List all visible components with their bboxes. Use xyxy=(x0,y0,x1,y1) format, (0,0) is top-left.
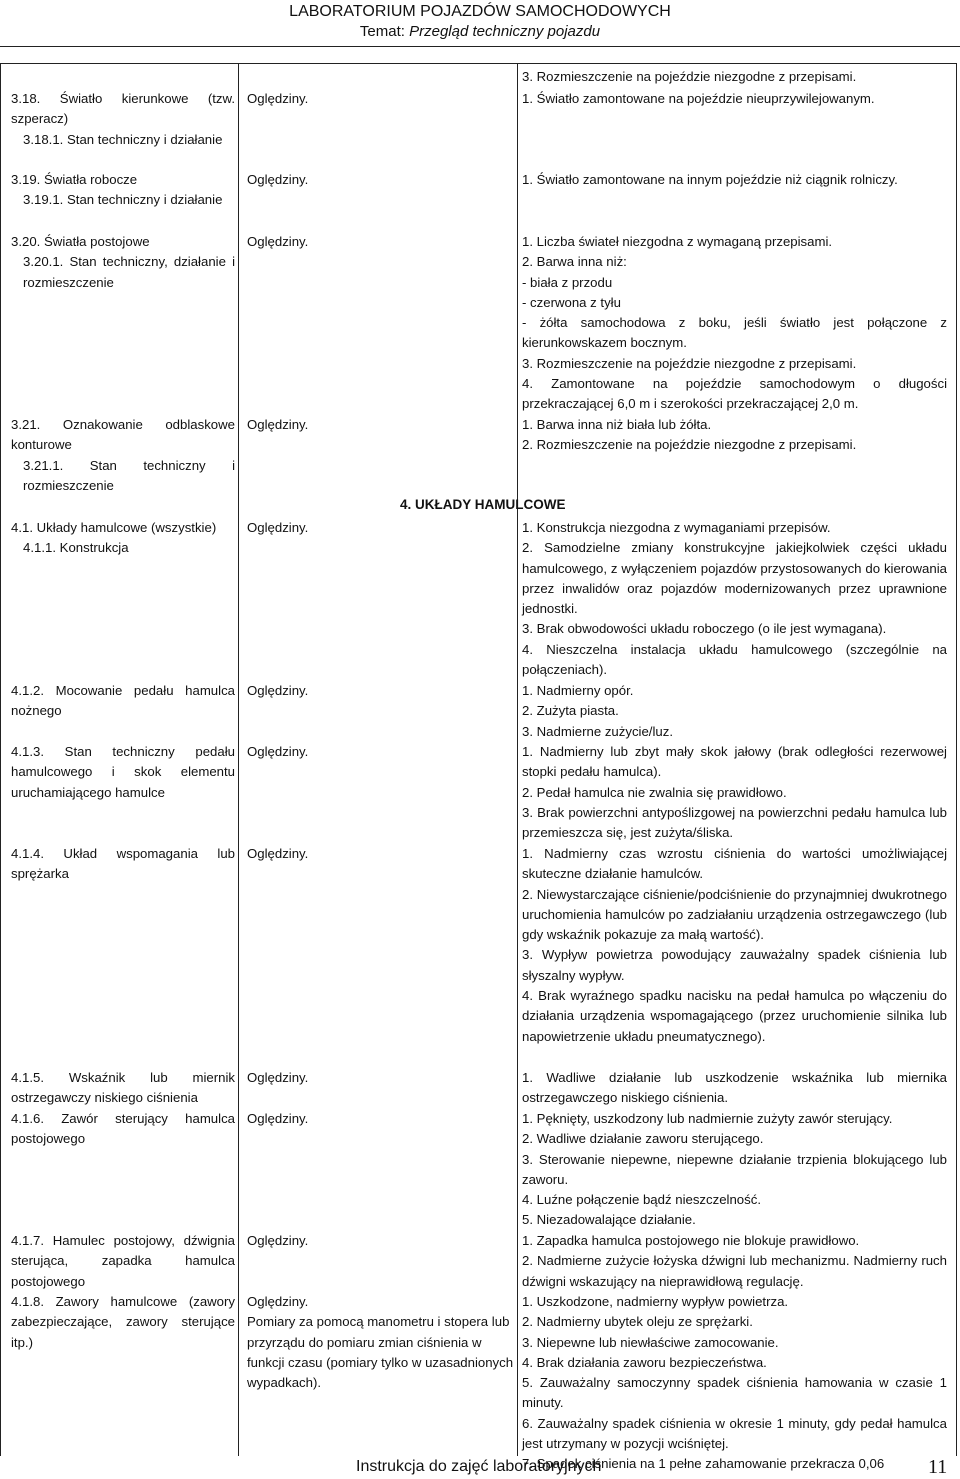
cell-defect: 1. Światło zamontowane na innym pojeździe niż ciągnik rolniczy. xyxy=(522,172,898,187)
cell-item: 3.20.1. Stan techniczny, działanie i rozmieszczenie xyxy=(23,254,235,290)
cell-defect: 1. Nadmierny czas wzrostu ciśnienia do wartości umożliwiającej skuteczne działanie hamulców. xyxy=(522,846,947,882)
cell-defect: 2. Barwa inna niż: xyxy=(522,254,627,270)
header-rule xyxy=(0,46,960,47)
cell-defect: 6. Zauważalny spadek ciśnienia w okresie 1 minuty, gdy pedał hamulca jest utrzymany w pozycji wciśniętej. xyxy=(522,1415,947,1452)
cell-method: Oględziny. xyxy=(247,520,309,535)
cell-item: 4.1.8. Zawory hamulcowe (zawory zabezpieczające, zawory sterujące itp.) xyxy=(11,1294,235,1350)
cell-defect: 5. Niezadowalające działanie. xyxy=(522,1212,696,1228)
column-divider-1 xyxy=(238,63,239,1456)
header-title: LABORATORIUM POJAZDÓW SAMOCHODOWYCH xyxy=(289,3,671,20)
cell-defect: 2. Zużyta piasta. xyxy=(522,703,619,719)
cell-defect: 2. Pedał hamulca nie zwalnia się prawidłowo. xyxy=(522,784,787,800)
cell-item: 3.19. Światła robocze xyxy=(11,172,138,187)
cell-item: 3.18. Światło kierunkowe (tzw. szperacz) xyxy=(11,91,235,127)
cell-defect: 1. Liczba świateł niezgodna z wymaganą przepisami. xyxy=(522,234,833,249)
cell-defect: 1. Nadmierny lub zbyt mały skok jałowy (brak odległości rezerwowej stopki pedału hamulca). xyxy=(522,744,947,780)
cell-defect: 1. Zapadka hamulca postojowego nie blokuje prawidłowo. xyxy=(522,1233,860,1248)
cell-method: Oględziny. xyxy=(247,683,309,698)
cell-defect: 3. Niepewne lub niewłaściwe zamocowanie. xyxy=(522,1334,779,1350)
cell-defect: 4. Brak działania zaworu bezpieczeństwa. xyxy=(522,1354,767,1370)
cell-defect: 1. Wadliwe działanie lub uszkodzenie wskaźnika lub miernika ostrzegawczego niskiego ciśnienia. xyxy=(522,1070,947,1106)
cell-item: 4.1.7. Hamulec postojowy, dźwignia sterująca, zapadka hamulca postojowego xyxy=(11,1233,235,1289)
cell-method: Oględziny. xyxy=(247,1294,309,1309)
cell-defect: 2. Nadmierne zużycie łożyska dźwigni lub mechanizmu. Nadmierny ruch dźwigni wskazujący na nieprawidłową regulację. xyxy=(522,1253,947,1289)
cell-item: 3.21. Oznakowanie odblaskowe konturowe xyxy=(11,417,235,453)
cell-defect: 4. Nieszczelna instalacja układu hamulcowego (szczególnie na połączeniach). xyxy=(522,641,947,678)
cell-item: 3.20. Światła postojowe xyxy=(11,234,150,249)
page-number: 11 xyxy=(928,1456,948,1478)
cell-item: 4.1.4. Układ wspomagania lub sprężarka xyxy=(11,846,235,882)
footer-text: Instrukcja do zajęć laboratoryjnych xyxy=(356,1458,602,1475)
column-divider-2 xyxy=(517,63,518,1456)
cell-defect: 1. Uszkodzone, nadmierny wypływ powietrza. xyxy=(522,1294,789,1309)
cell-defect: 2. Samodzielne zmiany konstrukcyjne jakiejkolwiek części układu hamulcowego, z wyłączeniem pojazdów przystosowanych do kierowania przez inwalidów oraz pojazdów modernizowanych przez uprawnione jednostki. xyxy=(522,540,947,617)
cell-item: 3.21.1. Stan techniczny i rozmieszczenie xyxy=(23,457,235,493)
cell-defect: - biała z przodu xyxy=(522,274,613,290)
cell-item: 4.1.5. Wskaźnik lub miernik ostrzegawczy niskiego ciśnienia xyxy=(11,1070,235,1106)
cell-defect: 2. Wadliwe działanie zaworu sterującego. xyxy=(522,1131,764,1147)
cell-defect: 3. Rozmieszczenie na pojeździe niezgodne z przepisami. xyxy=(522,355,857,371)
cell-method: Oględziny. xyxy=(247,1233,309,1248)
cell-defect: 1. Pęknięty, uszkodzony lub nadmiernie zużyty zawór sterujący. xyxy=(522,1111,893,1126)
cell-defect: 3. Wypływ powietrza powodujący zauważalny spadek ciśnienia lub słyszalny wypływ. xyxy=(522,947,947,983)
cell-method: Oględziny. xyxy=(247,91,309,106)
header-subtitle: Temat: Przegląd techniczny pojazdu xyxy=(359,23,601,40)
cell-item: 3.18.1. Stan techniczny i działanie xyxy=(23,131,223,147)
cell-defect: 1. Nadmierny opór. xyxy=(522,683,634,698)
cell-defect: 4. Luźne połączenie bądź nieszczelność. xyxy=(522,1192,761,1208)
cell-method: Oględziny. xyxy=(247,417,309,432)
cell-defect: 3. Brak powierzchni antypoślizgowej na powierzchni pedału hamulca lub przemieszcza się, jest zużyta/śliska. xyxy=(522,804,947,841)
cell-defect: 3. Nadmierne zużycie/luz. xyxy=(522,723,673,739)
cell-method: Oględziny. xyxy=(247,234,309,249)
cell-item: 4.1.6. Zawór sterujący hamulca postojowego xyxy=(11,1111,235,1147)
cell-method: Pomiary za pomocą manometru i stopera lub przyrządu do pomiaru zmian ciśnienia w funkcji czasu (pomiary tylko w uzasadnionych wypadkach). xyxy=(247,1314,514,1391)
cell-item: 4.1.3. Stan techniczny pedału hamulcowego i skok elementu uruchamiającego hamulce xyxy=(11,744,235,800)
cell-defect: 3. Brak obwodowości układu roboczego (o ile jest wymagana). xyxy=(522,621,887,637)
cell-defect: 1. Światło zamontowane na pojeździe nieuprzywilejowanym. xyxy=(522,91,875,106)
cell-defect: - żółta samochodowa z boku, jeśli światło jest połączone z kierunkowskazem bocznym. xyxy=(522,315,947,351)
cell-defect: 2. Nadmierny ubytek oleju ze sprężarki. xyxy=(522,1314,753,1330)
cell-defect: 7. Spadek ciśnienia na 1 pełne zahamowanie przekracza 0,06 xyxy=(522,1456,885,1472)
cell-method: Oględziny. xyxy=(247,1070,309,1085)
section-heading: 4. UKŁADY HAMULCOWE xyxy=(400,497,566,512)
cell-defect: 1. Barwa inna niż biała lub żółta. xyxy=(522,417,712,432)
cell-method: Oględziny. xyxy=(247,172,309,187)
cell-defect: 4. Brak wyraźnego spadku nacisku na pedał hamulca po włączeniu do działania urządzenia wspomagającego (przez uruchomienie silnika lub napowietrzenie układu pneumatycznego). xyxy=(522,988,947,1044)
cell-item: 4.1.2. Mocowanie pedału hamulca nożnego xyxy=(11,683,235,719)
cell-item: 4.1.1. Konstrukcja xyxy=(23,540,129,556)
cell-defect: 3. Sterowanie niepewne, niepewne działanie trzpienia blokującego lub zaworu. xyxy=(522,1151,947,1187)
cell-defect: 1. Konstrukcja niezgodna z wymaganiami przepisów. xyxy=(522,520,831,535)
cell-item: 3.19.1. Stan techniczny i działanie xyxy=(23,192,223,208)
page-header xyxy=(0,2,960,42)
cell-defect: 2. Rozmieszczenie na pojeździe niezgodne z przepisami. xyxy=(522,437,857,453)
cell-method: Oględziny. xyxy=(247,1111,309,1126)
header-topic: Przegląd techniczny pojazdu xyxy=(409,23,601,40)
cell-item: 4.1. Układy hamulcowe (wszystkie) xyxy=(11,520,217,535)
cell-defect: 4. Zamontowane na pojeździe samochodowym o długości przekraczającej 6,0 m i szerokości przekraczającej 2,0 m. xyxy=(522,376,947,412)
cell-method: Oględziny. xyxy=(247,744,309,759)
cell-defect: 2. Niewystarczające ciśnienie/podciśnienie do przynajmniej dwukrotnego uruchomienia hamulców po zadziałaniu urządzenia ostrzegawczego (lub gdy wskaźnik pokazuje za małą wartość). xyxy=(522,886,947,943)
cell-defect: - czerwona z tyłu xyxy=(522,294,621,310)
cell-method: Oględziny. xyxy=(247,846,309,861)
cell-defect: 3. Rozmieszczenie na pojeździe niezgodne z przepisami. xyxy=(522,69,857,84)
cell-defect: 5. Zauważalny samoczynny spadek ciśnienia hamowania w czasie 1 minuty. xyxy=(522,1375,947,1411)
